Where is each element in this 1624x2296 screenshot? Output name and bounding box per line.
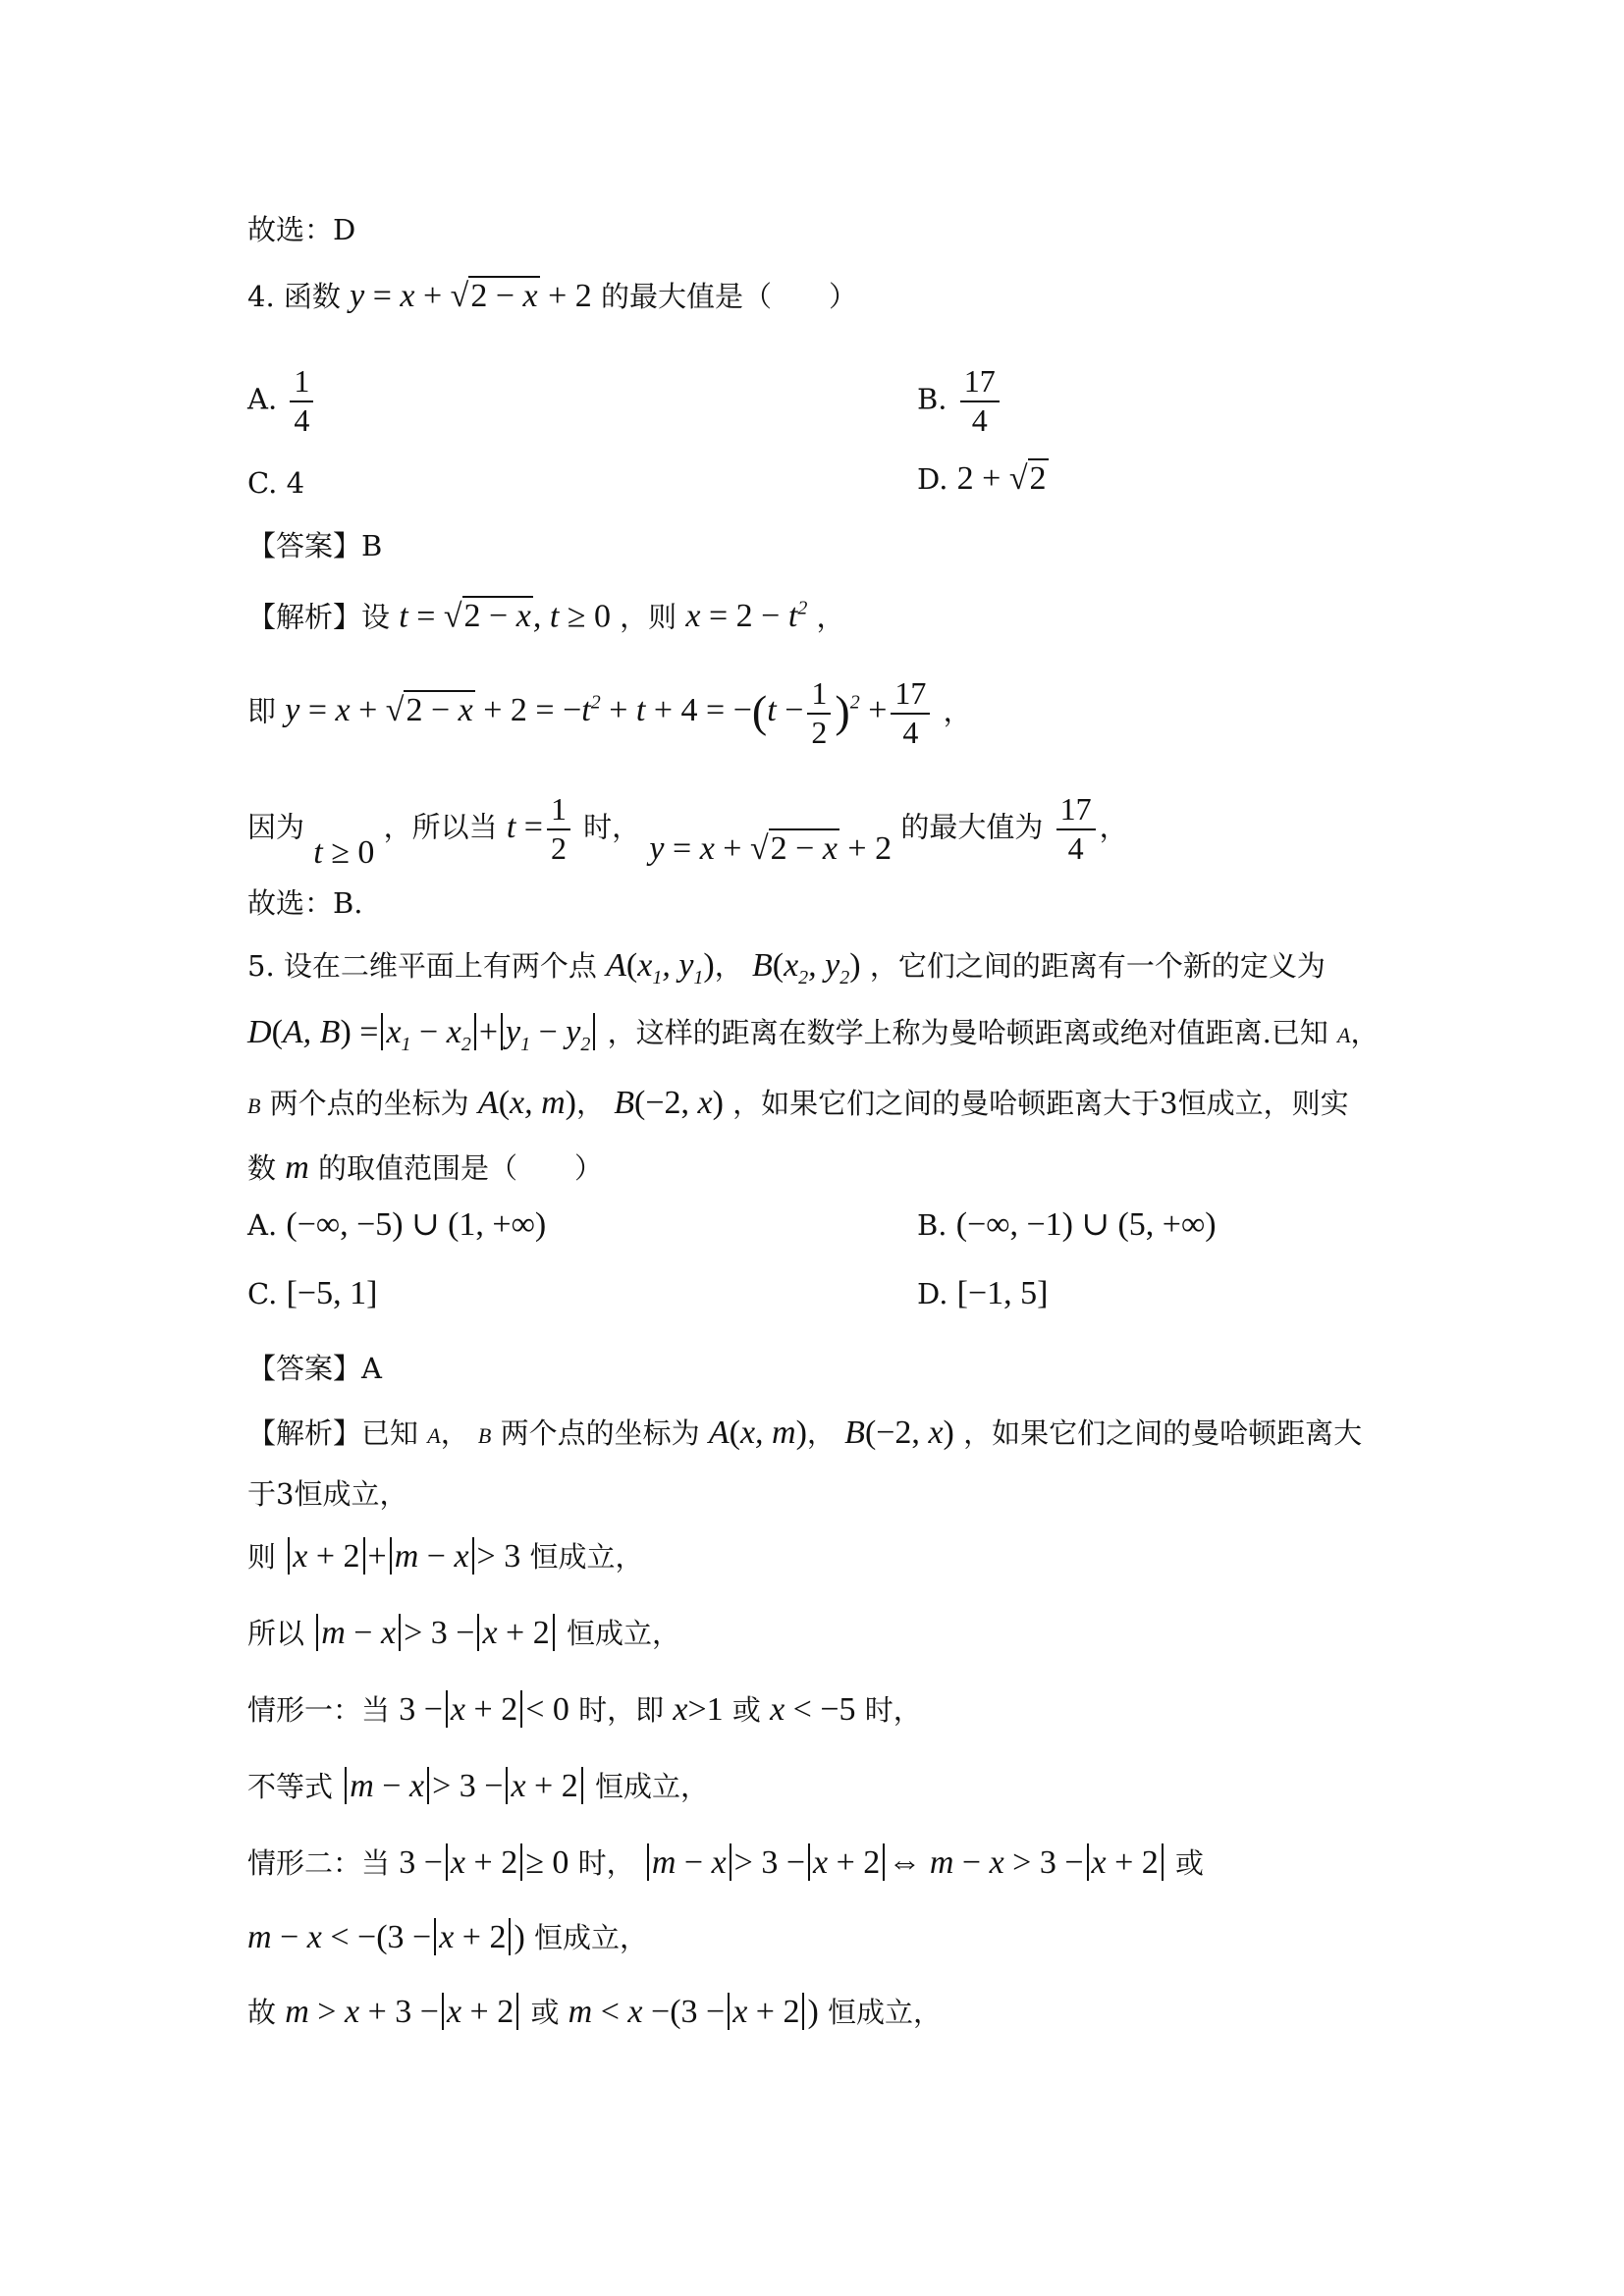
text: ，则 (620, 600, 677, 634)
text: 数 (247, 1151, 277, 1185)
text: 时， (583, 810, 641, 844)
question-5-line3: B 两个点的坐标为 A(x, m)， B(−2, x) ，如果它们之间的曼哈顿距离大于3恒成立，则实 (247, 1085, 1349, 1121)
text: 恒成立， (529, 1540, 644, 1574)
fraction: $\frac{17}{4}$ (1056, 793, 1096, 865)
option-label: D. (917, 462, 948, 496)
text: 的取值范围是（ ） (318, 1151, 604, 1185)
text-line (247, 1474, 407, 1514)
variable: B (247, 1094, 261, 1118)
formula: x + 2 + m − x > 3 (285, 1538, 520, 1575)
formula: B(−2, x) (614, 1085, 724, 1121)
text: ，如果它们之间的曼哈顿距离大 (963, 1416, 1363, 1450)
text: 或 (530, 1996, 560, 2029)
denominator: 4 (294, 401, 310, 438)
text: ，它们之间的距离有一个新的定义为 (869, 949, 1326, 983)
option-label: D. (917, 1277, 948, 1310)
formula: m − x > 3 − x + 2 ⇔ m − x > 3 − x + 2 (644, 1844, 1166, 1881)
formula: 2 + √2 (956, 460, 1047, 497)
analysis-4-line1: 【解析】设 t = √2 − x, t ≥ 0 ，则 $x = 2 - t^2$ ， (247, 598, 845, 635)
variable: B (477, 1423, 492, 1448)
formula: 3 − x + 2 ≥ 0 (399, 1844, 569, 1881)
text: 因为 (247, 810, 305, 844)
option-label: A. (247, 1208, 278, 1242)
analysis-4-line2: 即 $y = x + √2 - x + 2 = -t^2 + t + 4 = -(t$ − $\frac{1}{2}$ )$^2$ + $\frac{17}{4}$ ， (247, 675, 972, 750)
text-line (247, 883, 363, 923)
formula: m − x > 3 − x + 2 (313, 1615, 557, 1651)
text: 恒成立， (566, 1617, 680, 1650)
text: ，这样的距离在数学上称为曼哈顿距离或绝对值距离.已知 (607, 1016, 1328, 1049)
analysis-5-line1: 【解析】已知 A， B 两个点的坐标为 A(x, m)， B(−2, x) ，如果它们之间的曼哈顿距离大 (247, 1415, 1363, 1451)
option-c (247, 463, 304, 503)
text: 【解析】设 (247, 600, 391, 634)
text: ，所以当 (383, 810, 498, 844)
numerator: 17 (960, 365, 1000, 402)
text: 时，即 (578, 1693, 665, 1727)
text-line (247, 1767, 709, 1806)
text: 情形二：当 (247, 1846, 391, 1880)
numerator: 1 (290, 365, 313, 402)
text: 【答案】A (247, 1352, 382, 1385)
question-5-line2: D(A, $B) = x_1 - x_2 + y_1 - y_2$ ，这样的距离在数学上称为曼哈顿距离或绝对值距离.已知 A， (247, 1014, 1380, 1055)
formula: m − x > 3 − x + 2 (342, 1768, 585, 1804)
text: 的最大值为 (900, 810, 1044, 844)
text-line (247, 1537, 643, 1576)
formula: (−∞, −1) ∪ (5, +∞) (955, 1206, 1217, 1243)
option-c (247, 1274, 377, 1313)
formula: (−∞, −5) ∪ (1, +∞) (286, 1206, 547, 1243)
formula: y = x + √2 − x + 2 (649, 829, 893, 867)
formula: [−5, 1] (286, 1275, 378, 1311)
question-4 (247, 277, 857, 316)
option-label: B. (917, 382, 947, 416)
option-d (917, 1274, 1048, 1313)
text: 于3恒成立， (247, 1477, 408, 1511)
option-label: A. (247, 382, 278, 416)
option-b (917, 1205, 1217, 1245)
question-number: 5. 设在二维平面上有两个点 (247, 949, 597, 983)
variable: A (1337, 1023, 1351, 1047)
answer-4 (247, 526, 382, 565)
text: 【答案】B (247, 529, 383, 562)
text: 或 (731, 1693, 761, 1727)
question-5-line1: 5. 设在二维平面上有两个点 $A(x_1$, $y_1$)， $B(x_2$, $y_2$) ，它们之间的距离有一个新的定义为 (247, 947, 1326, 988)
formula: $B(x_2$, $y_2$) (751, 947, 861, 988)
text-line (247, 1690, 922, 1730)
text: 恒成立， (534, 1921, 649, 1954)
text-line (247, 1993, 942, 2032)
option-a (247, 365, 317, 437)
formula: $x = 2 - t^2$ (685, 598, 808, 635)
text: 两个点的坐标为 (269, 1087, 469, 1120)
formula: [−1, 5] (956, 1275, 1049, 1311)
text-line (247, 1918, 648, 1957)
formula: x>1 (673, 1691, 724, 1728)
text: 【解析】已知 (247, 1416, 419, 1450)
formula: A(x, m) (708, 1415, 807, 1451)
text-line (247, 1614, 680, 1653)
formula: $y = x + √2 - x + 2 = -t^2 + t + 4 = -(t$ − $\frac{1}{2}$ )$^2$ + $\frac{17}{4}$ (285, 692, 934, 728)
formula: 3 − x + 2 < 0 (399, 1691, 569, 1728)
text: 的最大值是（ ） (601, 280, 858, 313)
text: 时， (864, 1693, 922, 1727)
analysis-4-line3: 因为 t ≥ 0 ，所以当 t = $\frac{1}{2}$ 时， y = x + √2 − x + 2 的最大值为 $\frac{17}{4}$ ， (247, 791, 1128, 871)
question-5-line4 (247, 1148, 603, 1188)
option-label: B. (917, 1208, 947, 1242)
text: 则 (247, 1540, 277, 1574)
text: 或 (1175, 1846, 1205, 1880)
answer-5 (247, 1349, 382, 1388)
text-line (247, 1843, 1204, 1883)
formula: y = x + √2 − x + 2 (350, 278, 592, 314)
formula: m > x + 3 − x + 2 (285, 1994, 521, 2030)
question-number: 4. 函数 (247, 280, 341, 313)
text: 两个点的坐标为 (500, 1416, 700, 1450)
fraction (960, 365, 1000, 437)
option-label: C. (247, 1277, 278, 1310)
denominator: 4 (971, 401, 988, 438)
formula: A(x, m) (477, 1085, 576, 1121)
formula: $A(x_1$, $y_1$) (606, 947, 715, 988)
text: C. 4 (247, 466, 305, 500)
text: 故 (247, 1996, 277, 2029)
text: 即 (247, 694, 277, 728)
text: 情形一：当 (247, 1693, 391, 1727)
formula: t = √2 − x, t ≥ 0 (399, 598, 611, 635)
formula: x < −5 (770, 1691, 856, 1728)
variable: A (427, 1423, 441, 1448)
text: 不等式 (247, 1770, 334, 1803)
option-b (917, 365, 1003, 437)
text: ，如果它们之间的曼哈顿距离大于3恒成立，则实 (732, 1087, 1349, 1120)
text: 时， (577, 1846, 635, 1880)
text: 恒成立， (828, 1996, 943, 2029)
text-line (247, 210, 355, 249)
text: 所以 (247, 1617, 305, 1650)
text: 恒成立， (594, 1770, 709, 1803)
formula: t ≥ 0 (313, 833, 375, 871)
formula: B(−2, x) (844, 1415, 954, 1451)
formula: m − x < −(3 − x + 2 ) (247, 1919, 525, 1955)
formula: m < x −(3 − x + 2 ) (568, 1994, 819, 2030)
formula: t = $\frac{1}{2}$ (507, 809, 574, 845)
text: 故选：D (247, 213, 356, 246)
option-d (917, 459, 1049, 499)
text: 故选：B. (247, 886, 363, 920)
option-a (247, 1205, 546, 1245)
variable: m (285, 1149, 309, 1186)
formula: D(A, $B) = x_1 - x_2 + y_1 - y_2$ (247, 1014, 598, 1050)
fraction (290, 365, 313, 437)
